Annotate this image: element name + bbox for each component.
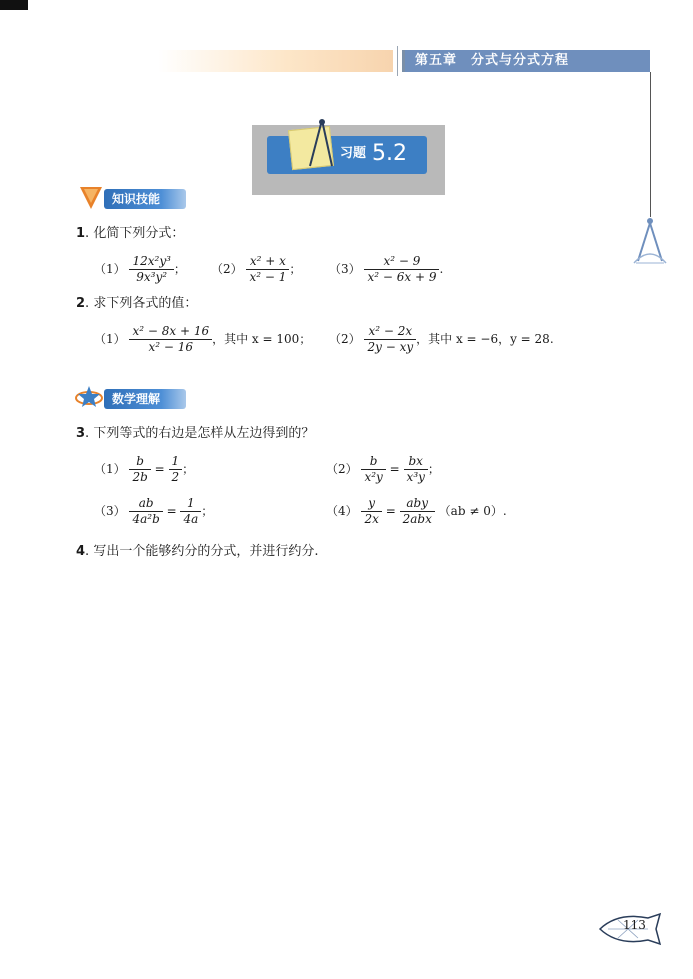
question-text: 写出一个能够约分的分式，并进行约分. bbox=[93, 544, 319, 559]
q3-part-2: （2） $\frac{b}{\text{x²y}}$ = $\frac{bx}{\text{x³y}}$ ； bbox=[326, 454, 440, 484]
q1-part-3: （3） $\frac{\text{x² − 9}}{\text{x² − 6x + 9}}$ . bbox=[329, 254, 444, 284]
question-4: 4. 写出一个能够约分的分式，并进行约分. bbox=[76, 544, 319, 559]
question-text: 求下列各式的值： bbox=[93, 296, 198, 311]
question-number: 3 bbox=[76, 426, 86, 441]
q3-part-1: （1） $\frac{b}{2b}$ = $\frac{1}{2}$ ； bbox=[94, 454, 195, 484]
page-number: 113 bbox=[623, 918, 646, 932]
exercise-number: 5.2 bbox=[372, 141, 407, 166]
question-3: 3. 下列等式的右边是怎样从左边得到的？ bbox=[76, 426, 315, 441]
question-text: 化简下列分式： bbox=[93, 226, 185, 241]
q3-part-3: （3） $\frac{ab}{\text{4a²b}}$ = $\frac{1}{4a}$ ； bbox=[94, 496, 214, 526]
question-number: 1 bbox=[76, 226, 86, 241]
corner-mark bbox=[0, 0, 28, 10]
margin-line bbox=[650, 72, 651, 217]
section-skills: 知识技能 bbox=[104, 189, 186, 209]
compass-icon bbox=[630, 215, 670, 267]
drafting-compass-icon bbox=[300, 118, 340, 170]
header-decoration bbox=[158, 50, 393, 72]
q2-part-2: （2） $\frac{\text{x² − 2x}}{2y - xy}$ ，其中 x = −6，y = 28. bbox=[329, 324, 554, 354]
atom-star-icon bbox=[74, 384, 104, 410]
q1-part-1: （1） $\frac{\text{12x²y³}}{\text{9x³y²}}$ ； bbox=[94, 254, 186, 284]
question-2: 2. 求下列各式的值： bbox=[76, 296, 198, 311]
question-number: 2 bbox=[76, 296, 86, 311]
q3-part-4: （4） $\frac{y}{2x}$ = $\frac{\text{aby}}{\text{2abx}}$ （ab ≠ 0）. bbox=[326, 496, 507, 526]
chapter-header: 第五章 分式与分式方程 bbox=[402, 50, 650, 72]
header-divider bbox=[397, 46, 398, 76]
q1-part-2: （2） $\frac{\text{x² + x}}{\text{x² − 1}}$ ； bbox=[211, 254, 302, 284]
question-1: 1. 化简下列分式： bbox=[76, 226, 185, 241]
section-understanding: 数学理解 bbox=[104, 389, 186, 409]
question-number: 4 bbox=[76, 544, 86, 559]
question-text: 下列等式的右边是怎样从左边得到的？ bbox=[93, 426, 315, 441]
pyramid-icon bbox=[78, 183, 104, 211]
exercise-label: 习题 bbox=[340, 146, 367, 161]
q2-part-1: （1） $\frac{\text{x² − 8x + 16}}{\text{x² − 16}}$ ，其中 x = 100； bbox=[94, 324, 312, 354]
